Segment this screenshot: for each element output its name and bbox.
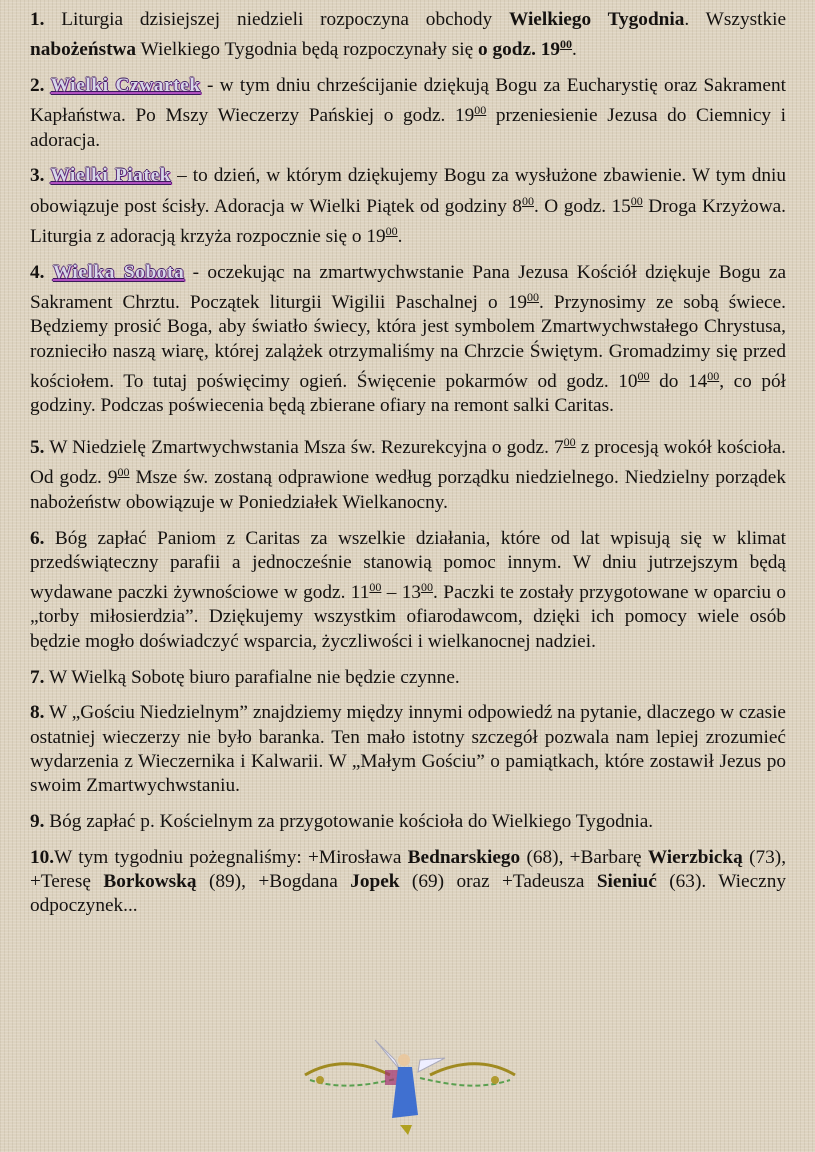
announcement-item-9: [30, 810, 786, 834]
text-segment: 9.: [30, 811, 45, 833]
day-title: Wielki Piatek: [50, 165, 172, 187]
text-segment: (63). Wieczny odpoczynek...: [30, 871, 786, 917]
time-superscript: 00: [707, 369, 720, 384]
time-superscript: 00: [117, 465, 130, 480]
text-segment: Wielkiego Tygodnia: [509, 9, 685, 30]
time-superscript: 00: [522, 193, 534, 208]
text-segment: .: [397, 226, 403, 248]
text-segment: 10.: [30, 846, 55, 868]
text-segment: W tym tygodniu pożegnaliśmy: +Mirosława: [54, 846, 408, 868]
text-segment: .: [572, 39, 577, 61]
text-segment: 8.: [30, 702, 45, 724]
text-segment: W Niedzielę Zmartwychwstania Msza św. Rezurekcyjna o godz. 7: [44, 437, 564, 459]
announcements-document: [30, 8, 786, 930]
day-title: Wielki Czwartek: [50, 75, 201, 97]
text-segment: o godz. 19: [478, 39, 560, 61]
text-segment: 4.: [30, 261, 45, 283]
text-segment: Wielkiego Tygodnia będą rozpoczynały się: [136, 39, 479, 61]
text-segment: (73), +Teresę: [30, 846, 787, 893]
time-superscript: 00: [630, 193, 643, 208]
text-segment: Wierzbicką: [647, 846, 743, 868]
announcement-item-6: [30, 527, 786, 654]
text-segment: - oczekując na zmartwychwstanie Pana Jezusa Kościół dziękuje Bogu za Sakrament Chrztu. Początek liturgii Wigilii Paschalnej o 19: [30, 261, 786, 314]
text-segment: – 13: [381, 582, 422, 604]
text-segment: Msze św. zostaną odprawione według porządku niedzielnego. Niedzielny porządek nabożeństw obowiązuje w Poniedziałek Wielkanocny.: [30, 467, 786, 513]
angel-garland-icon: [300, 1030, 520, 1145]
day-title: Wielka Sobota: [52, 261, 185, 283]
text-segment: . Przynosimy ze sobą świece. Będziemy prosić Boga, aby światło świecy, która jest symbolem Zmartwychwstałego Chrystusa, roznieciło naszą wiarę, której zalążek otrzymaliśmy na Chrzcie Świętym. Gromadzimy się przed kościołem. To tutaj poświęcimy ogień. Święcenie pokarmów od godz. 10: [30, 292, 786, 393]
text-segment: Sieniuć: [596, 871, 657, 893]
text-segment: z procesją wokół kościoła. Od godz. 9: [30, 437, 786, 489]
text-segment: 6.: [30, 527, 45, 549]
text-segment: 1.: [30, 9, 45, 30]
text-segment: (69) oraz +Tadeusza: [399, 871, 597, 893]
text-segment: [44, 262, 52, 283]
text-segment: , co pół godziny. Podczas poświecenia będą zbierane ofiary na remont salki Caritas.: [30, 371, 786, 417]
announcement-item-7: [30, 666, 786, 690]
announcement-item-5: [30, 430, 786, 515]
text-segment: - w tym dniu chrześcijanie dziękują Bogu za Eucharystię oraz Sakrament Kapłaństwa. Po Mszy Wieczerzy Pańskiej o godz. 19: [30, 75, 786, 127]
text-segment: Bóg zapłać p. Kościelnym za przygotowanie kościoła do Wielkiego Tygodnia.: [44, 811, 654, 833]
time-superscript: 00: [563, 435, 576, 450]
time-superscript: 00: [421, 580, 434, 595]
text-segment: Bóg zapłać Paniom z Caritas za wszelkie działania, które od lat wpisują się w klimat przedświąteczny parafii a jednocześnie stanowią pomoc innym. W dniu jutrzejszym będą wydawane paczki żywnościowe w godz. 11: [30, 527, 786, 604]
text-segment: nabożeństwa: [30, 39, 137, 61]
announcement-item-8: [30, 701, 786, 798]
text-segment: Bednarskiego: [407, 846, 521, 868]
time-superscript: 00: [385, 224, 398, 239]
text-segment: 7.: [30, 666, 45, 688]
time-superscript: 00: [637, 369, 650, 384]
text-segment: (68), +Barbarę: [520, 846, 648, 868]
text-segment: – to dzień, w którym dziękujemy Bogu za wysłużone zbawienie. W tym dniu obowiązuje post ścisły. Adoracja w Wielki Piątek od godziny 8: [30, 165, 787, 217]
text-segment: (89), +Bogdana: [196, 871, 351, 893]
text-segment: Jopek: [350, 871, 400, 893]
text-segment: przeniesienie Jezusa do Ciemnicy i adoracja.: [30, 105, 786, 151]
text-segment: . Paczki te zostały przygotowane w oparciu o „torby miłosierdzia”. Dziękujemy wszystkim ofiarodawcom, dzięki ich pomocy wiele osób będzie mogło doświadczyć wsparcia, życzliwości i wielkanocnej nadziei.: [30, 582, 787, 652]
text-segment: 2.: [30, 75, 45, 97]
text-segment: do 14: [649, 371, 708, 393]
text-segment: Borkowską: [103, 871, 197, 893]
time-superscript: 00: [369, 580, 382, 595]
announcement-item-3: [30, 164, 786, 249]
announcement-item-2: [30, 74, 786, 153]
text-segment: 3.: [30, 165, 45, 187]
text-segment: . Wszystkie: [684, 9, 786, 30]
text-segment: W „Gościu Niedzielnym” znajdziemy między innymi odpowiedź na pytanie, dlaczego w czasie ostatniej wieczerzy nie było baranka. Ten mało istotny szczegół pozwala nam lepiej zrozumieć wydarzenia z Wieczernika i Kalwarii. W „Małym Gościu” o pamiątkach, które zostawił Jezus po swoim Zmartwychwstaniu.: [30, 702, 786, 797]
text-segment: W Wielką Sobotę biuro parafialne nie będzie czynne.: [44, 666, 460, 688]
time-superscript: 00: [474, 103, 487, 118]
text-segment: . O godz. 15: [534, 195, 631, 217]
time-superscript: 00: [560, 37, 572, 52]
announcement-item-10: [30, 846, 786, 919]
announcement-item-4: [30, 261, 786, 419]
time-superscript: 00: [526, 290, 539, 305]
text-segment: Droga Krzyżowa. Liturgia z adoracją krzyża rozpocznie się o 19: [30, 195, 787, 248]
announcement-item-1: [30, 8, 786, 63]
text-segment: 5.: [30, 437, 45, 459]
text-segment: Liturgia dzisiejszej niedzieli rozpoczyna obchody: [44, 9, 510, 30]
